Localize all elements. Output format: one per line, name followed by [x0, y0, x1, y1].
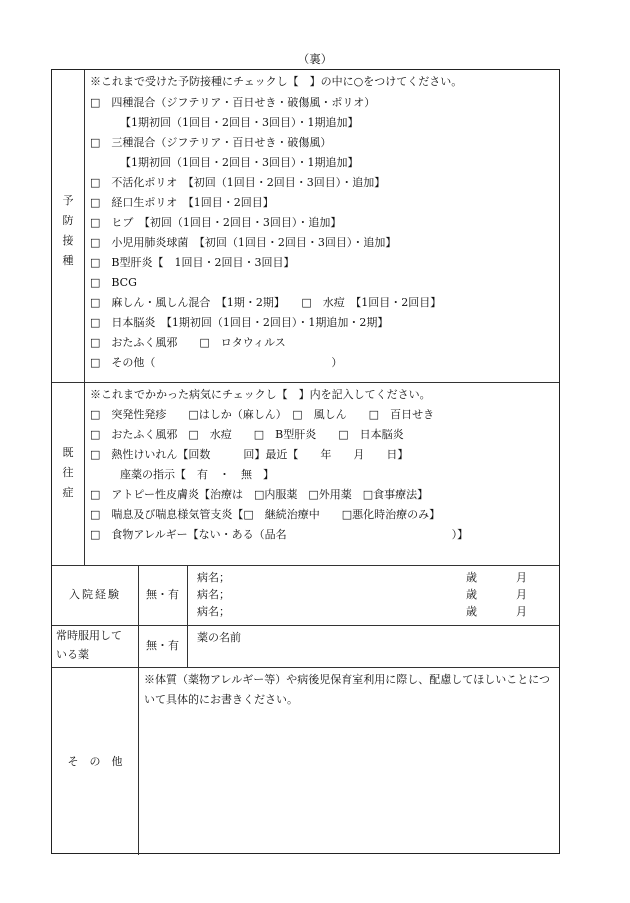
vaccination-instruction: ※これまで受けた予防接種にチェックし【 】の中に○をつけてください。 [90, 75, 463, 88]
divider-lower-label-column [138, 565, 139, 855]
vaccine-bcg[interactable]: □ BCG [90, 276, 137, 289]
hospitalization-disease-1[interactable]: 病名； [197, 571, 230, 584]
medication-choice[interactable]: 無・有 [146, 639, 179, 652]
vaccine-dtp-ipv[interactable]: □ 四種混合（ジフテリア・百日せき・破傷風・ポリオ） [90, 96, 376, 109]
medication-label-line2: いる薬 [56, 648, 89, 661]
vaccine-mr-varicella[interactable]: □ 麻しん・風しん混合 【1期・2期】 □ 水痘 【1回目・2回目】 [90, 296, 442, 309]
vaccine-dtp[interactable]: □ 三種混合（ジフテリア・百日せき・破傷風） [90, 136, 332, 149]
medication-drug-name-label: 薬の名前 [197, 631, 241, 644]
other-note-line1: ※体質（薬物アレルギー等）や病後児保育室利用に際し、配慮してほしいことにつ [144, 673, 551, 686]
page-label: （裏） [297, 52, 333, 66]
other-free-text-area[interactable] [144, 715, 554, 849]
divider-medication-other [52, 667, 559, 668]
hospitalization-age-1: 歳 [466, 571, 477, 584]
vaccine-dtp-doses: 【1期初回（1回目・2回目・3回目）・1期追加】 [120, 156, 359, 169]
hospitalization-disease-2[interactable]: 病名； [197, 588, 230, 601]
hospitalization-month-1: 月 [516, 571, 527, 584]
medication-label-line1: 常時服用して [56, 629, 122, 642]
hospitalization-age-2: 歳 [466, 588, 477, 601]
health-form [51, 69, 560, 854]
history-atopic-dermatitis[interactable]: □ アトピー性皮膚炎【治療は □内服薬 □外用薬 □食事療法】 [90, 488, 429, 501]
history-section-label: 既 往 症 [62, 446, 74, 499]
other-label: そ の 他 [67, 755, 123, 768]
hospitalization-choice[interactable]: 無・有 [146, 588, 179, 601]
divider-vaccination-history [52, 382, 559, 383]
history-febrile-seizure[interactable]: □ 熱性けいれん【回数 回】最近【 年 月 日】 [90, 448, 409, 461]
other-note-line2: いて具体的にお書きください。 [144, 693, 298, 706]
history-instruction: ※これまでかかった病気にチェックし【 】内を記入してください。 [90, 388, 431, 401]
vaccine-other[interactable]: □ その他（ ） [90, 356, 343, 369]
divider-history-hospital [52, 565, 559, 566]
divider-choice-column [187, 565, 188, 667]
vaccine-pneumococcal[interactable]: □ 小児用肺炎球菌 【初回（1回目・2回目・3回目）・追加】 [90, 236, 397, 249]
hospitalization-month-3: 月 [516, 605, 527, 618]
vaccination-section-label: 予 防 接 種 [62, 194, 74, 267]
hospitalization-month-2: 月 [516, 588, 527, 601]
history-food-allergy[interactable]: □ 食物アレルギー【ない・ある（品名 ）】 [90, 528, 469, 541]
vaccine-ipv[interactable]: □ 不活化ポリオ 【初回（1回目・2回目・3回目）・追加】 [90, 176, 386, 189]
hospitalization-disease-3[interactable]: 病名； [197, 605, 230, 618]
divider-label-column [84, 70, 85, 565]
history-infections-row2[interactable]: □ おたふく風邪 □ 水痘 □ B型肝炎 □ 日本脳炎 [90, 428, 404, 441]
vaccine-mumps-rotavirus[interactable]: □ おたふく風邪 □ ロタウィルス [90, 336, 286, 349]
history-asthma[interactable]: □ 喘息及び喘息様気管支炎【□ 継続治療中 □悪化時治療のみ】 [90, 508, 441, 521]
vaccine-opv[interactable]: □ 経口生ポリオ 【1回目・2回目】 [90, 196, 274, 209]
history-suppository-instruction[interactable]: 座薬の指示【 有 ・ 無 】 [120, 468, 274, 481]
vaccine-dtp-ipv-doses: 【1期初回（1回目・2回目・3回目）・1期追加】 [120, 116, 359, 129]
divider-hospital-medication [52, 625, 559, 626]
vaccine-japanese-encephalitis[interactable]: □ 日本脳炎 【1期初回（1回目・2回目）・1期追加・2期】 [90, 316, 389, 329]
hospitalization-label: 入院経験 [69, 588, 121, 601]
vaccine-hepatitis-b[interactable]: □ B型肝炎【 1回目・2回目・3回目】 [90, 256, 295, 269]
hospitalization-age-3: 歳 [466, 605, 477, 618]
history-infections-row1[interactable]: □ 突発性発疹 □はしか（麻しん） □ 風しん □ 百日せき [90, 408, 435, 421]
vaccine-hib[interactable]: □ ヒブ 【初回（1回目・2回目・3回目）・追加】 [90, 216, 342, 229]
